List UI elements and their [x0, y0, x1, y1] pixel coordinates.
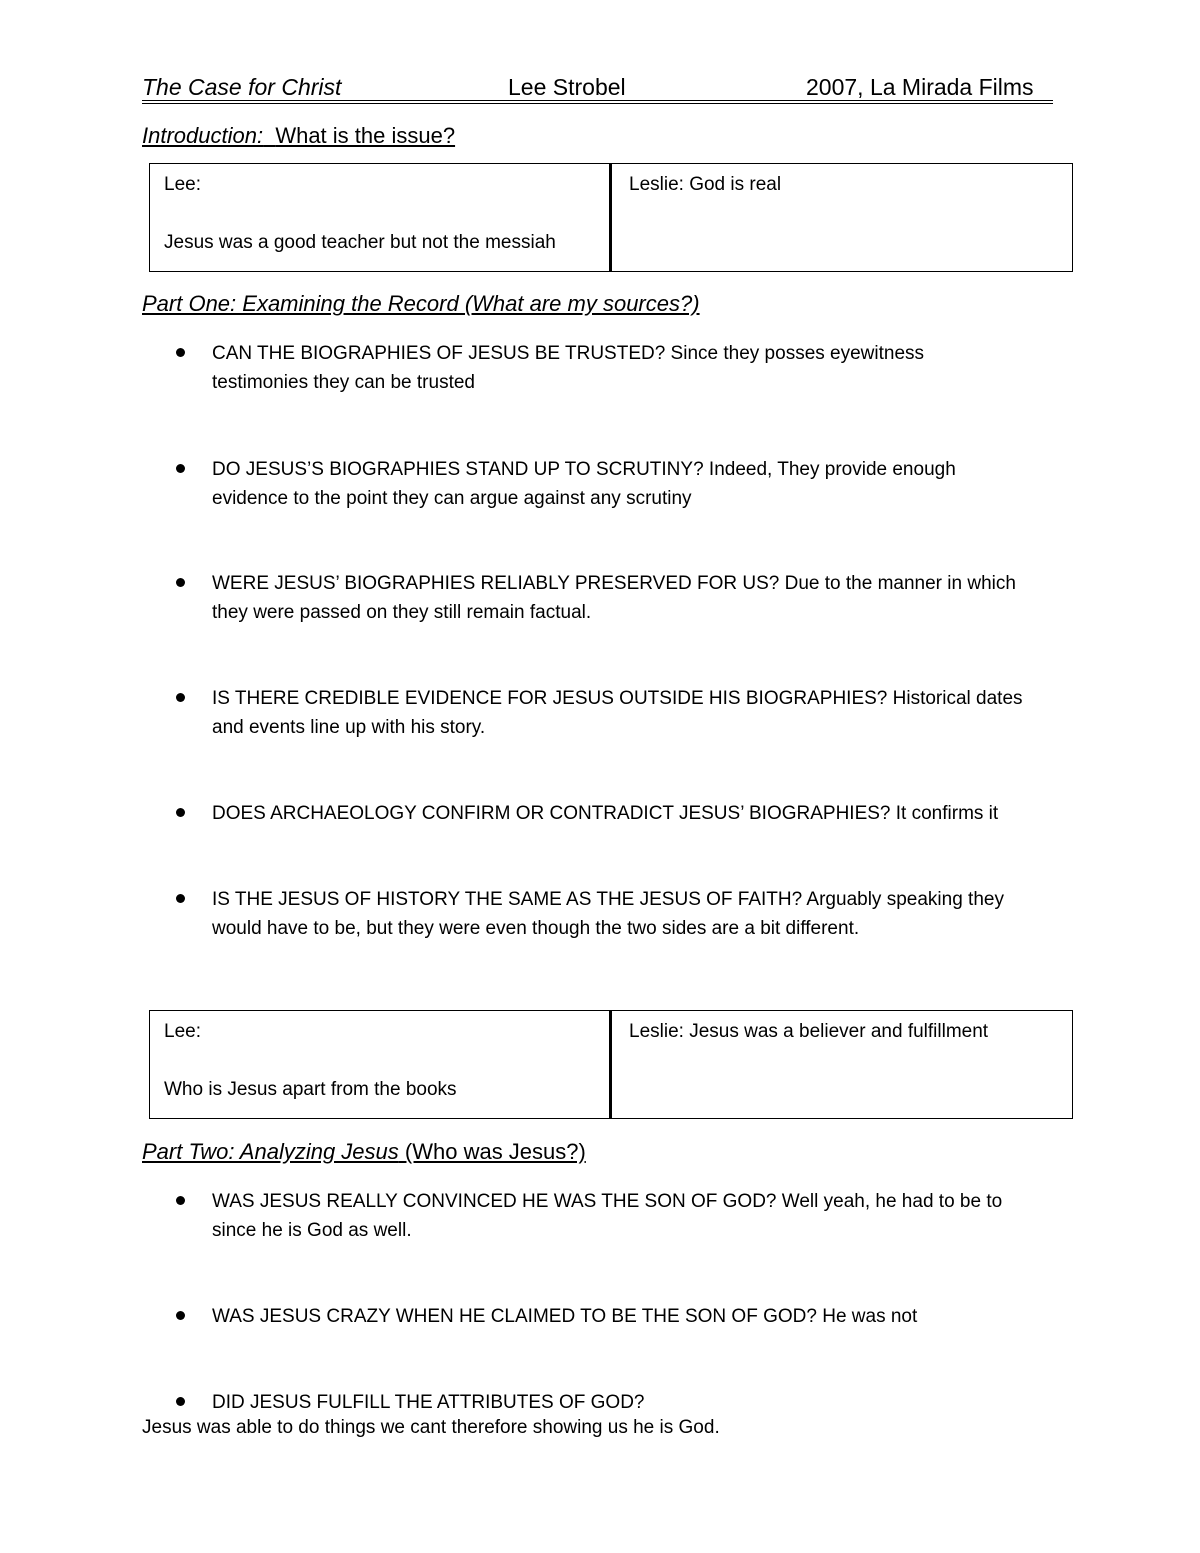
bullet-icon	[176, 578, 185, 587]
document-title: The Case for Christ	[142, 74, 342, 100]
lee-statement: Who is Jesus apart from the books	[164, 1079, 457, 1100]
leslie-statement: Leslie: God is real	[629, 174, 782, 195]
introduction-table	[149, 163, 1073, 272]
lee-speaker-label: Lee:	[164, 174, 201, 195]
bullet-icon	[176, 1311, 185, 1320]
header-underline	[142, 100, 1053, 101]
document-page: The Case for Christ Lee Strobel 2007, La Mirada Films Introduction: What is the issue? Lee: Jesus was a good teacher but not the messiah Leslie: God is real Part One: Examining the Record (What are my sources?) CAN THE BIOGRAPHIES OF JESUS BE TRUSTED? Since they posses eyewitness testimonies they can be trusted DO JESUS’S BIOGRAPHIES STAND UP TO SCRUTINY? Indeed, They provide enough evidence to the point they can argue against any scrutiny WERE JESUS’ BIOGRAPHIES RELIABLY PRESERVED FOR US? Due to the manner in which they were passed on they still remain factual. IS THERE CREDIBLE EVIDENCE FOR JESUS OUTSIDE HIS BIOGRAPHIES? Historical dates and events line up with his story. DOES ARCHAEOLOGY CONFIRM OR CONTRADICT JESUS’ BIOGRAPHIES? It confirms it IS THE JESUS OF HISTORY THE SAME AS THE JESUS OF FAITH? Arguably speaking they would have to be, but they were even though the two sides are a bit different. Lee: Who is Jesus apart from the books Leslie: Jesus was a believer and fulfillment Part Two: Analyzing Jesus (Who was Jesus?) WAS JESUS REALLY CONVINCED HE WAS THE SON OF GOD? Well yeah, he had to be to since he is God as well. WAS JESUS CRAZY WHEN HE CLAIMED TO BE THE SON OF GOD? He was not DID JESUS FULFILL THE ATTRIBUTES OF GOD? Jesus was able to do things we cant therefore showing us he is God.	[0, 0, 1200, 1553]
header-underline-double	[142, 103, 1053, 104]
introduction-label: Introduction:	[142, 123, 264, 148]
lee-statement: Jesus was a good teacher but not the messiah	[164, 232, 556, 253]
author-name: Lee Strobel	[508, 74, 626, 100]
bullet-icon	[176, 894, 185, 903]
bullet-icon	[176, 464, 185, 473]
part-two-heading	[142, 1139, 586, 1165]
year-studio: 2007, La Mirada Films	[806, 74, 1034, 100]
lee-speaker-label: Lee:	[164, 1021, 201, 1042]
table-divider	[609, 163, 612, 272]
part-two-title: Part Two: Analyzing Jesus	[142, 1139, 399, 1164]
bullet-icon	[176, 348, 185, 357]
part-one-heading: Part One: Examining the Record (What are my sources?)	[142, 291, 700, 316]
introduction-question: What is the issue?	[275, 123, 456, 148]
part-two-question: (Who was Jesus?)	[398, 1139, 586, 1164]
bullet-icon	[176, 693, 185, 702]
bullet-icon	[176, 1397, 185, 1406]
bullet-icon	[176, 808, 185, 817]
bullet-icon	[176, 1196, 185, 1205]
leslie-statement: Leslie: Jesus was a believer and fulfillment	[629, 1021, 989, 1042]
closing-statement: Jesus was able to do things we cant therefore showing us he is God.	[142, 1417, 720, 1438]
table-divider	[609, 1010, 612, 1119]
introduction-heading	[142, 123, 455, 149]
part-one-table	[149, 1010, 1073, 1119]
